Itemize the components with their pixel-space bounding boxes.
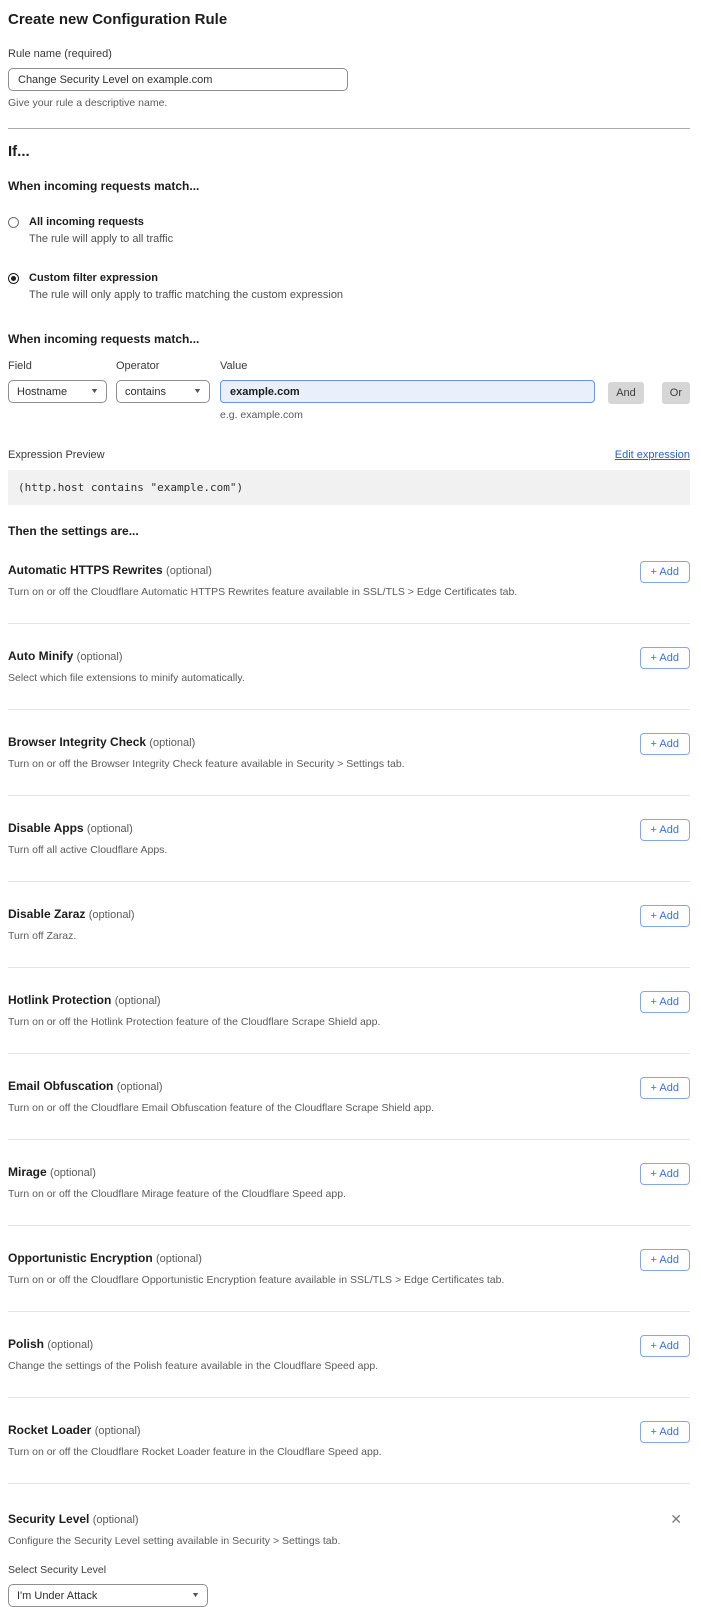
add-button[interactable]: + Add: [640, 991, 690, 1013]
setting-title: Disable Zaraz: [8, 907, 86, 921]
add-button[interactable]: + Add: [640, 1249, 690, 1271]
setting-title: Disable Apps: [8, 821, 84, 835]
security-level-title: Security Level: [8, 1512, 90, 1526]
operator-select-value: contains: [125, 385, 166, 398]
add-button[interactable]: + Add: [640, 1163, 690, 1185]
rule-name-helper: Give your rule a descriptive name.: [8, 97, 168, 109]
setting-title: Polish: [8, 1337, 45, 1351]
edit-expression-link[interactable]: Edit expression: [614, 449, 690, 461]
setting-optional: (optional): [76, 651, 123, 663]
security-level-select-value: I'm Under Attack: [17, 1589, 98, 1602]
radio-checked-icon[interactable]: [8, 273, 19, 284]
value-input[interactable]: [220, 380, 595, 403]
setting-description: Turn on or off the Cloudflare Rocket Loader feature in the Cloudflare Speed app.: [8, 1446, 382, 1458]
operator-select[interactable]: [116, 380, 210, 403]
rule-name-input[interactable]: [8, 68, 348, 91]
radio-all-incoming-requests[interactable]: [8, 216, 690, 245]
settings-list: [8, 538, 690, 1484]
setting-description: Turn on or off the Cloudflare Mirage feature of the Cloudflare Speed app.: [8, 1188, 346, 1200]
setting-description: Turn on or off the Browser Integrity Check feature available in Security > Settings tab.: [8, 758, 405, 770]
expression-preview-label: Expression Preview: [8, 449, 105, 461]
incoming-match-heading: When incoming requests match...: [8, 179, 200, 193]
chevron-down-icon: ▼: [90, 388, 100, 395]
radio-unchecked-icon[interactable]: [8, 217, 19, 228]
setting-optional: (optional): [166, 565, 212, 577]
setting-row: [8, 710, 690, 796]
or-button[interactable]: Or: [662, 382, 690, 404]
page-title: Create new Configuration Rule: [8, 11, 228, 28]
security-level-select[interactable]: [8, 1584, 208, 1607]
setting-description: Turn off all active Cloudflare Apps.: [8, 844, 168, 856]
setting-optional: (optional): [114, 995, 161, 1007]
add-button[interactable]: + Add: [640, 819, 690, 841]
add-button[interactable]: + Add: [640, 733, 690, 755]
setting-description: Turn on or off the Cloudflare Email Obfuscation feature of the Cloudflare Scrape Shield app.: [8, 1102, 435, 1114]
chevron-down-icon: ▼: [191, 1592, 201, 1599]
section-divider: [8, 128, 690, 129]
setting-optional: (optional): [156, 1253, 202, 1265]
setting-optional: (optional): [47, 1339, 94, 1351]
then-settings-heading: Then the settings are...: [8, 524, 139, 538]
setting-description: Change the settings of the Polish feature available in the Cloudflare Speed app.: [8, 1360, 379, 1372]
setting-title: Auto Minify: [8, 649, 74, 663]
setting-row: [8, 796, 690, 882]
add-button[interactable]: + Add: [640, 905, 690, 927]
security-level-optional: (optional): [92, 1514, 139, 1526]
field-select[interactable]: [8, 380, 107, 403]
and-button[interactable]: And: [608, 382, 644, 404]
setting-description: Turn on or off the Cloudflare Automatic HTTPS Rewrites feature available in SSL/TLS > Edge Certificates tab.: [8, 586, 518, 598]
radio-custom-filter-expression[interactable]: [8, 272, 690, 301]
setting-optional: (optional): [88, 909, 135, 921]
setting-row: [8, 968, 690, 1054]
chevron-down-icon: ▼: [193, 388, 203, 395]
setting-row: [8, 1054, 690, 1140]
setting-title: Browser Integrity Check: [8, 735, 147, 749]
setting-description: Turn on or off the Cloudflare Opportunistic Encryption feature available in SSL/TLS > Edge Certificates tab.: [8, 1274, 505, 1286]
value-helper: e.g. example.com: [220, 409, 303, 421]
add-button[interactable]: + Add: [640, 561, 690, 583]
operator-label: Operator: [116, 360, 160, 372]
close-icon[interactable]: ✕: [670, 1511, 682, 1527]
setting-title: Automatic HTTPS Rewrites: [8, 563, 163, 577]
setting-title: Mirage: [8, 1165, 47, 1179]
value-label: Value: [220, 360, 248, 372]
field-label: Field: [8, 360, 32, 372]
add-button[interactable]: + Add: [640, 1077, 690, 1099]
if-heading: If...: [8, 143, 30, 160]
setting-title: Rocket Loader: [8, 1423, 92, 1437]
setting-row: [8, 1226, 690, 1312]
setting-title: Hotlink Protection: [8, 993, 112, 1007]
setting-description: Turn on or off the Hotlink Protection feature of the Cloudflare Scrape Shield app.: [8, 1016, 381, 1028]
setting-optional: (optional): [94, 1425, 141, 1437]
radio-custom-filter-label: Custom filter expression: [29, 272, 158, 284]
setting-title: Opportunistic Encryption: [8, 1251, 153, 1265]
expression-code-block: (http.host contains "example.com"): [8, 470, 690, 505]
add-button[interactable]: + Add: [640, 1335, 690, 1357]
setting-row: [8, 624, 690, 710]
setting-row: [8, 1312, 690, 1398]
setting-row: [8, 1398, 690, 1484]
setting-optional: (optional): [50, 1167, 96, 1179]
setting-row: [8, 538, 690, 624]
security-level-desc: Configure the Security Level setting available in Security > Settings tab.: [8, 1535, 341, 1547]
filter-match-heading: When incoming requests match...: [8, 332, 200, 346]
rule-name-label: Rule name (required): [8, 48, 112, 60]
rule-name-group: [8, 48, 690, 109]
radio-all-incoming-label: All incoming requests: [29, 216, 144, 228]
setting-description: Select which file extensions to minify automatically.: [8, 672, 245, 684]
expression-preview-row: [8, 449, 690, 461]
setting-optional: (optional): [86, 823, 133, 835]
radio-all-incoming-desc: The rule will apply to all traffic: [29, 233, 174, 245]
add-button[interactable]: + Add: [640, 647, 690, 669]
radio-custom-filter-desc: The rule will only apply to traffic matching the custom expression: [29, 289, 344, 301]
security-level-section: [8, 1484, 690, 1607]
filter-builder-row: [8, 360, 690, 421]
setting-optional: (optional): [149, 737, 196, 749]
setting-row: [8, 882, 690, 968]
select-security-level-label: Select Security Level: [8, 1564, 107, 1576]
setting-description: Turn off Zaraz.: [8, 930, 77, 942]
setting-optional: (optional): [116, 1081, 163, 1093]
add-button[interactable]: + Add: [640, 1421, 690, 1443]
setting-title: Email Obfuscation: [8, 1079, 114, 1093]
setting-row: [8, 1140, 690, 1226]
field-select-value: Hostname: [17, 385, 68, 398]
